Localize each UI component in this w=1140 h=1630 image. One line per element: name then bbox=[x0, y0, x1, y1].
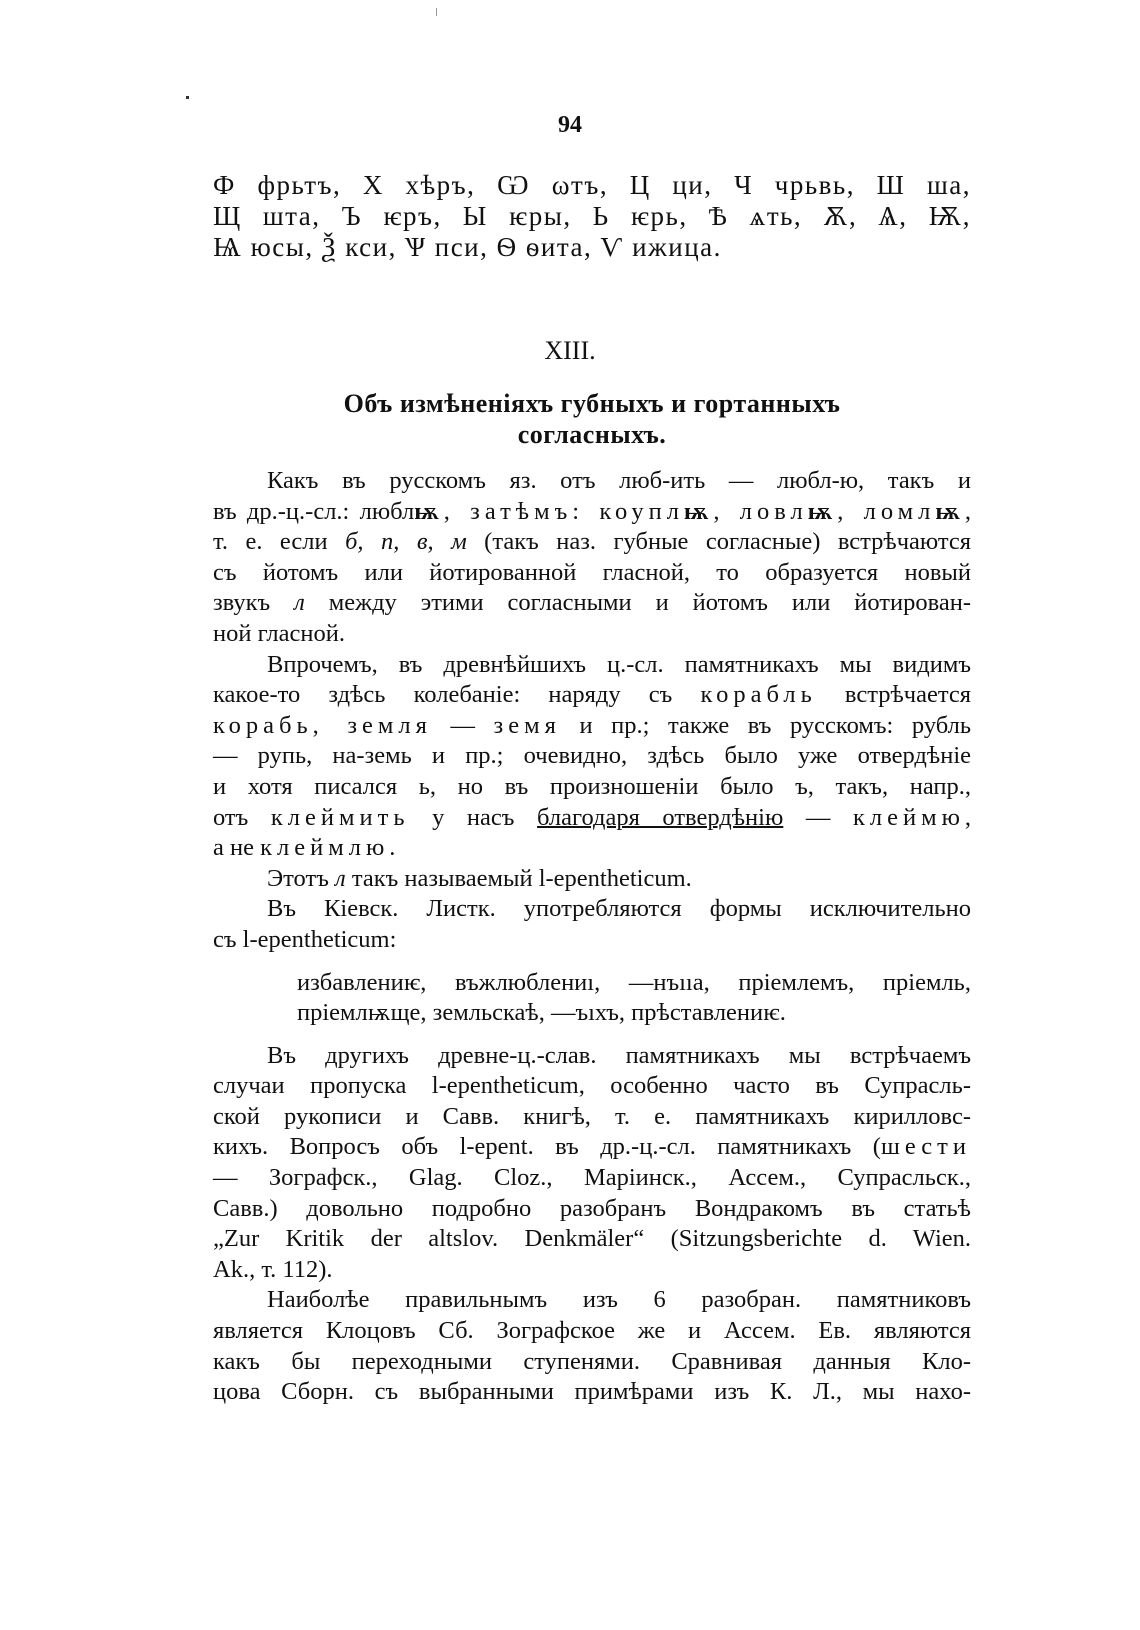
text-line: цова Сборн. съ выбранными примѣрами изъ К. Л., мы нахо- bbox=[213, 1378, 971, 1406]
section-title-line: согласныхъ. bbox=[517, 420, 667, 449]
text-line: пріемлѭще, земльскаѣ, —ъıхъ, прѣставлениѥ. bbox=[297, 999, 786, 1027]
paragraph bbox=[213, 864, 971, 895]
underlined-phrase: благодаря отвердѣнію bbox=[537, 803, 784, 831]
text-line: звукъ л между этими согласными и йотомъ или йотирован- bbox=[213, 589, 972, 617]
section-title bbox=[213, 388, 971, 450]
text-line: а не клеймлю. bbox=[213, 834, 396, 862]
body-text bbox=[213, 466, 971, 1408]
text-line: съ йотомъ или йотированной гласной, то образуется новый bbox=[213, 558, 971, 586]
text-line: — Зографск., Glag. Cloz., Маріинск., Ассем., Супрасльск., bbox=[213, 1164, 971, 1192]
paragraph bbox=[213, 1285, 971, 1407]
paragraph bbox=[213, 894, 971, 955]
text-line: является Клоцовъ Сб. Зографское же и Ассем. Ев. являются bbox=[213, 1317, 971, 1345]
alphabet-line: Щ шта, Ъ ѥръ, Ы ѥры, Ь ѥрь, Ѣ ѧть, Ѫ, Ѧ, Ѭ, bbox=[213, 201, 971, 231]
section-number: XIII. bbox=[544, 336, 596, 365]
text-line: Въ другихъ древне-ц.-слав. памятникахъ мы встрѣчаемъ bbox=[267, 1041, 971, 1069]
text-line: Ak., т. 112). bbox=[213, 1255, 333, 1283]
text-line: Въ Кіевск. Листк. употребляются формы исключительно bbox=[267, 895, 971, 923]
alphabet-line: Ѩ юсы, Ѯ кси, Ѱ пси, Ѳ ѳита, Ѵ ижица. bbox=[213, 232, 722, 262]
text-line: Впрочемъ, въ древнѣйшихъ ц.-сл. памятникахъ мы видимъ bbox=[267, 650, 971, 678]
alphabet-line: Ф фрьтъ, Х хѣръ, Ѡ ωтъ, Ц ци, Ч чрьвь, Ш ша, bbox=[213, 170, 971, 200]
text-line: Савв.) довольно подробно разобранъ Вондракомъ въ статьѣ bbox=[213, 1194, 971, 1222]
text-line: — рупь, на-земь и пр.; очевидно, здѣсь было уже отвердѣніе bbox=[213, 742, 971, 770]
text-line: Наиболѣе правильнымъ изъ 6 разобран. памятниковъ bbox=[267, 1286, 971, 1314]
text-line: корабь, земля — земя и пр.; также въ русскомъ: рубль bbox=[213, 711, 971, 739]
print-speck bbox=[436, 8, 437, 16]
text-line: какъ бы переходными ступенями. Сравнивая данныя Кло- bbox=[213, 1347, 971, 1375]
page-number: 94 bbox=[558, 112, 582, 138]
quoted-examples bbox=[297, 968, 971, 1029]
text-line: въ др.-ц.-сл.: люблѭ, затѣмъ: коуплѭ, ловлѭ, ломлѭ, bbox=[213, 497, 971, 525]
text-line: отъ клеймить у насъ благодаря отвердѣнію — клеймю, bbox=[213, 803, 971, 831]
text-line: Какъ въ русскомъ яз. отъ люб-ить — любл-ю, такъ и bbox=[267, 467, 971, 494]
text-line: ской рукописи и Савв. книгѣ, т. е. памятникахъ кирилловс- bbox=[213, 1102, 971, 1130]
text-line: Этотъ л такъ называемый l-epentheticum. bbox=[267, 864, 692, 892]
text-line: и хотя писался ь, но въ произношеніи было ъ, такъ, напр., bbox=[213, 772, 971, 800]
text-line: случаи пропуска l-epentheticum, особенно часто въ Супрасль- bbox=[213, 1072, 971, 1100]
text-line: какое-то здѣсь колебаніе: наряду съ корабль встрѣчается bbox=[213, 681, 971, 709]
paragraph bbox=[213, 466, 971, 650]
section-title-line: Объ измѣненіяхъ губныхъ и гортанныхъ bbox=[343, 389, 841, 418]
text-line: ной гласной. bbox=[213, 619, 345, 647]
text-line: съ l-epentheticum: bbox=[213, 925, 397, 953]
print-speck bbox=[186, 96, 189, 99]
text-line: „Zur Kritik der altslov. Denkmäler“ (Sitzungsberichte d. Wien. bbox=[213, 1225, 971, 1253]
alphabet-list bbox=[213, 170, 971, 263]
text-line: избавлениѥ, въжлюблениı, —нъııа, пріемлемъ, пріемль, bbox=[297, 968, 971, 996]
paragraph bbox=[213, 650, 971, 864]
text-line: т. е. если б, п, в, м (такъ наз. губные согласные) встрѣчаются bbox=[213, 528, 972, 556]
text-line: кихъ. Вопросъ объ l-epent. въ др.-ц.-сл. памятникахъ (шести bbox=[213, 1133, 971, 1161]
paragraph bbox=[213, 1041, 971, 1286]
